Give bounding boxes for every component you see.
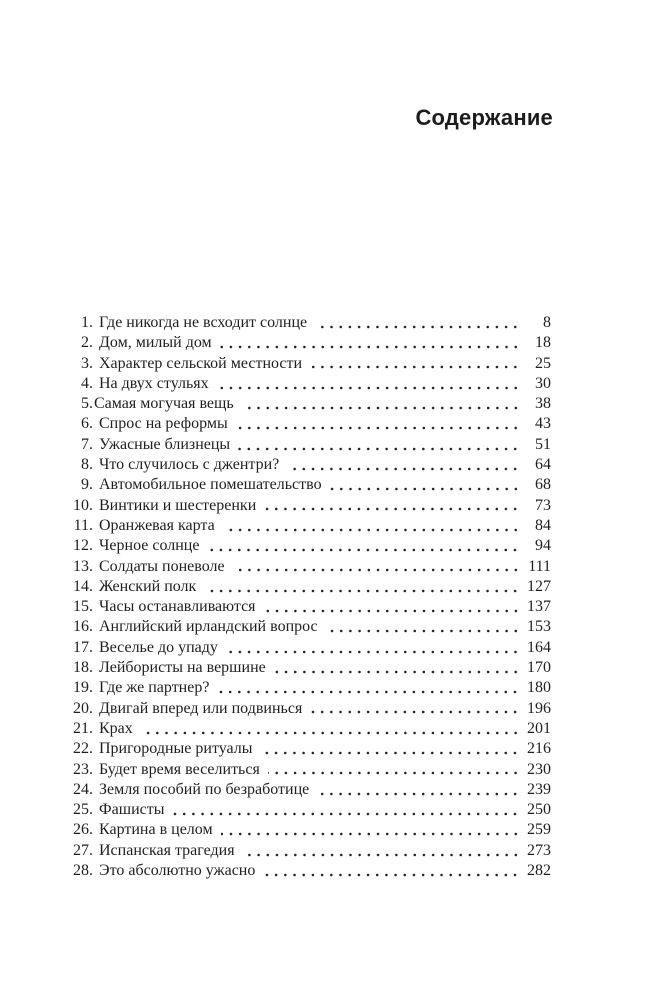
dot-leader: [315, 313, 520, 333]
chapter-title: Самая могучая вещь: [94, 395, 234, 413]
chapter-title: Веселье до упаду: [99, 638, 218, 656]
page-number: 164: [527, 638, 551, 656]
toc-row: [63, 820, 551, 840]
chapter-title: Картина в целом: [99, 821, 213, 839]
chapter-number: 26.: [73, 821, 93, 839]
chapter-number: 2.: [81, 334, 93, 352]
toc-row: [63, 861, 551, 881]
chapter-number: 6.: [81, 415, 93, 433]
toc-row: [63, 719, 551, 739]
page-number: 259: [527, 821, 551, 839]
chapter-number: 21.: [73, 719, 93, 737]
chapter-title: Это абсолютно ужасно: [99, 862, 256, 880]
toc-row: [63, 516, 551, 536]
dot-leader: [263, 861, 520, 881]
toc-heading: Содержание: [415, 105, 553, 130]
chapter-title: Характер сельской местности: [99, 354, 303, 372]
toc-row: [63, 414, 551, 434]
chapter-title: На двух стульях: [99, 374, 209, 392]
toc-row: [63, 536, 551, 556]
dot-leader: [141, 719, 520, 739]
toc-row: [63, 617, 551, 637]
page-number: 68: [535, 476, 551, 494]
chapter-title: Автомобильное помешательство: [99, 476, 322, 494]
chapter-number: 18.: [73, 659, 93, 677]
dot-leader: [326, 617, 520, 637]
toc-row: [63, 394, 551, 414]
chapter-number: 22.: [73, 740, 93, 758]
page-number: 30: [535, 374, 551, 392]
chapter-number: 11.: [73, 516, 93, 534]
page-number: 201: [527, 719, 551, 737]
chapter-title: Часы останавливаются: [99, 598, 256, 616]
dot-leader: [238, 435, 520, 455]
chapter-title: Двигай вперед или подвинься: [99, 699, 303, 717]
toc-row: [63, 678, 551, 698]
page-number: 180: [527, 679, 551, 697]
chapter-number: 10.: [73, 496, 93, 514]
toc-row: [63, 435, 551, 455]
dot-leader: [310, 354, 520, 374]
toc-row: [63, 638, 551, 658]
chapter-number: 16.: [73, 618, 93, 636]
dot-leader: [217, 374, 520, 394]
toc-row: [63, 496, 551, 516]
dot-leader: [317, 780, 520, 800]
chapter-number: 23.: [73, 760, 93, 778]
chapter-number: 4.: [81, 374, 93, 392]
chapter-number: 14.: [73, 577, 93, 595]
dot-leader: [223, 516, 520, 536]
page-number: 25: [535, 354, 551, 372]
chapter-number: 25.: [73, 801, 93, 819]
chapter-title: Дом, милый дом: [99, 334, 212, 352]
chapter-title: Английский ирландский вопрос: [99, 618, 318, 636]
toc-row: [63, 658, 551, 678]
chapter-number: 19.: [73, 679, 93, 697]
dot-leader: [220, 333, 520, 353]
dot-leader: [310, 699, 520, 719]
toc-row: [63, 313, 551, 333]
chapter-title: Где же партнер?: [99, 679, 210, 697]
page-number: 239: [527, 780, 551, 798]
chapter-number: 20.: [73, 699, 93, 717]
chapter-number: 17.: [73, 638, 93, 656]
page-number: 84: [535, 516, 551, 534]
chapter-number: 8.: [81, 456, 93, 474]
chapter-title: Пригородные ритуалы: [99, 740, 253, 758]
page-number: 94: [535, 537, 551, 555]
page-number: 73: [535, 496, 551, 514]
dot-leader: [226, 638, 520, 658]
page-number: 250: [527, 801, 551, 819]
chapter-title: Винтики и шестеренки: [99, 496, 257, 514]
page-number: 170: [527, 659, 551, 677]
page-number: 196: [527, 699, 551, 717]
chapter-title: Что случилось с джентри?: [99, 456, 280, 474]
chapter-title: Черное солнце: [99, 537, 200, 555]
chapter-number: 9.: [81, 476, 93, 494]
chapter-number: 7.: [81, 435, 93, 453]
chapter-number: 5.: [81, 395, 93, 413]
chapter-number: 27.: [73, 841, 93, 859]
toc-row: [63, 354, 551, 374]
toc-row: [63, 455, 551, 475]
page-number: 127: [527, 577, 551, 595]
chapter-number: 3.: [81, 354, 93, 372]
toc-list: [63, 313, 551, 881]
chapter-title: Земля пособий по безработице: [99, 780, 310, 798]
page-number: 43: [535, 415, 551, 433]
dot-leader: [260, 739, 520, 759]
dot-leader: [221, 820, 520, 840]
chapter-title: Испанская трагедия: [99, 841, 235, 859]
toc-row: [63, 841, 551, 861]
page-number: 111: [528, 557, 551, 575]
chapter-number: 28.: [73, 862, 93, 880]
dot-leader: [207, 536, 520, 556]
chapter-title: Оранжевая карта: [99, 516, 215, 534]
page-number: 64: [535, 456, 551, 474]
page-number: 137: [527, 598, 551, 616]
dot-leader: [204, 577, 520, 597]
chapter-number: 12.: [73, 537, 93, 555]
toc-row: [63, 800, 551, 820]
toc-row: [63, 699, 551, 719]
toc-row: [63, 333, 551, 353]
toc-row: [63, 760, 551, 780]
dot-leader: [172, 800, 520, 820]
toc-row: [63, 739, 551, 759]
chapter-title: Женский полк: [99, 577, 197, 595]
chapter-title: Лейбористы на вершине: [99, 659, 266, 677]
toc-row: [63, 557, 551, 577]
chapter-title: Солдаты поневоле: [99, 557, 225, 575]
page-number: 51: [535, 435, 551, 453]
dot-leader: [287, 455, 520, 475]
page-number: 282: [527, 862, 551, 880]
chapter-title: Где никогда не всходит солнце: [99, 314, 308, 331]
toc-row: [63, 577, 551, 597]
dot-leader: [243, 841, 520, 861]
page-number: 8: [543, 314, 551, 331]
chapter-title: Ужасные близнецы: [99, 435, 231, 453]
toc-row: [63, 597, 551, 617]
dot-leader: [268, 760, 520, 780]
page-number: 273: [527, 841, 551, 859]
chapter-number: 24.: [73, 780, 93, 798]
page-number: 18: [535, 334, 551, 352]
dot-leader: [242, 394, 520, 414]
toc-row: [63, 780, 551, 800]
dot-leader: [236, 414, 520, 434]
dot-leader: [217, 678, 520, 698]
chapter-number: 1.: [81, 314, 93, 331]
page-number: 230: [527, 760, 551, 778]
page-number: 216: [527, 740, 551, 758]
dot-leader: [264, 496, 520, 516]
chapter-title: Будет время веселиться: [99, 760, 260, 778]
page-number: 38: [535, 395, 551, 413]
chapter-number: 13.: [73, 557, 93, 575]
chapter-title: Спрос на реформы: [99, 415, 228, 433]
dot-leader: [233, 557, 520, 577]
dot-leader: [330, 475, 520, 495]
chapter-number: 15.: [73, 598, 93, 616]
dot-leader: [264, 597, 520, 617]
page-number: 153: [527, 618, 551, 636]
chapter-title: Крах: [99, 719, 133, 737]
toc-row: [63, 475, 551, 495]
dot-leader: [274, 658, 520, 678]
chapter-title: Фашисты: [99, 801, 165, 819]
toc-row: [63, 374, 551, 394]
